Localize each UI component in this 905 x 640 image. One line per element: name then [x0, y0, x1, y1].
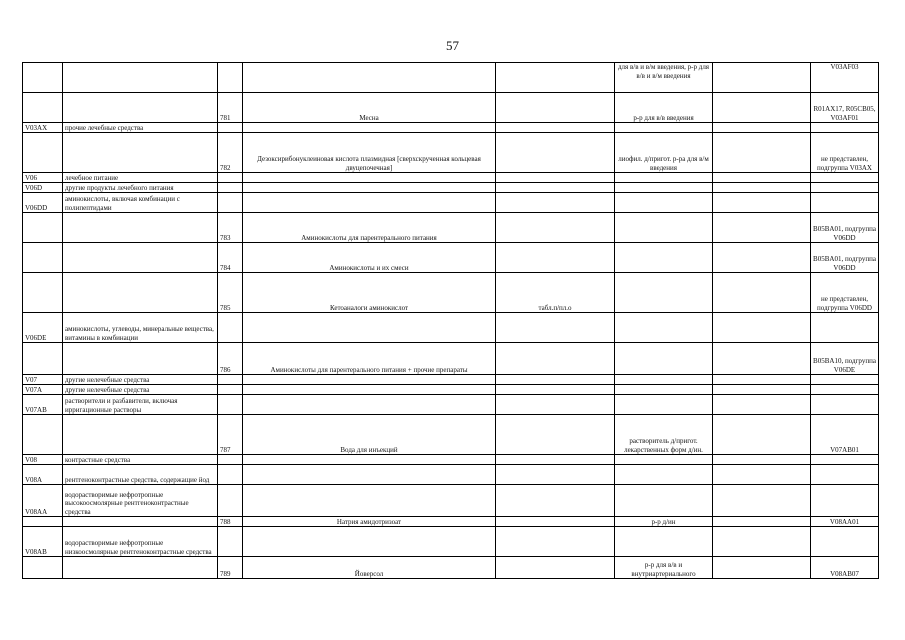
form-a-cell — [496, 93, 615, 123]
group-name-cell: контрастные средства — [63, 455, 218, 465]
form-a-cell — [496, 343, 615, 375]
atc-ref-cell — [811, 183, 879, 193]
table-row — [23, 93, 879, 123]
item-number-cell — [218, 395, 243, 415]
group-name-cell: лечебное питание — [63, 173, 218, 183]
item-number-cell: 783 — [218, 213, 243, 243]
atc-code-cell: V07A — [23, 385, 63, 395]
group-name-cell — [63, 93, 218, 123]
group-name-cell: рентгеноконтрастные средства, содержащие йод — [63, 465, 218, 485]
table-row — [23, 63, 879, 93]
drug-name-cell — [243, 193, 496, 213]
atc-ref-cell: B05BA01, подгруппа V06DD — [811, 243, 879, 273]
form-a-cell — [496, 517, 615, 527]
form-c-cell — [713, 133, 811, 173]
table-row — [23, 395, 879, 415]
atc-ref-cell — [811, 465, 879, 485]
atc-ref-cell — [811, 375, 879, 385]
drug-name-cell — [243, 375, 496, 385]
form-c-cell — [713, 465, 811, 485]
table-row — [23, 123, 879, 133]
form-a-cell — [496, 133, 615, 173]
form-c-cell — [713, 173, 811, 183]
item-number-cell — [218, 123, 243, 133]
form-a-cell — [496, 485, 615, 517]
atc-ref-cell: V03AF03 — [811, 63, 879, 93]
group-name-cell: другие продукты лечебного питания — [63, 183, 218, 193]
form-a-cell — [496, 123, 615, 133]
form-c-cell — [713, 557, 811, 579]
atc-ref-cell — [811, 485, 879, 517]
atc-code-cell: V07 — [23, 375, 63, 385]
form-b-cell — [615, 243, 713, 273]
form-b-cell — [615, 385, 713, 395]
atc-code-cell — [23, 93, 63, 123]
drug-name-cell — [243, 183, 496, 193]
atc-code-cell: V08 — [23, 455, 63, 465]
table-row — [23, 173, 879, 183]
form-a-cell — [496, 557, 615, 579]
atc-ref-cell — [811, 123, 879, 133]
form-a-cell — [496, 465, 615, 485]
item-number-cell — [218, 485, 243, 517]
form-b-cell — [615, 313, 713, 343]
drug-name-cell: Йоверсол — [243, 557, 496, 579]
form-a-cell — [496, 243, 615, 273]
atc-ref-cell — [811, 313, 879, 343]
atc-ref-cell: V08AB07 — [811, 557, 879, 579]
form-c-cell — [713, 527, 811, 557]
item-number-cell: 788 — [218, 517, 243, 527]
atc-ref-cell — [811, 173, 879, 183]
group-name-cell — [63, 273, 218, 313]
form-c-cell — [713, 123, 811, 133]
atc-ref-cell: B05BA10, подгруппа V06DE — [811, 343, 879, 375]
form-a-cell — [496, 455, 615, 465]
drug-name-cell — [243, 465, 496, 485]
item-number-cell: 789 — [218, 557, 243, 579]
atc-ref-cell: не представлен, подгруппа V06DD — [811, 273, 879, 313]
item-number-cell: 781 — [218, 93, 243, 123]
drug-name-cell: Аминокислоты и их смеси — [243, 243, 496, 273]
group-name-cell — [63, 213, 218, 243]
form-a-cell — [496, 213, 615, 243]
form-b-cell: растворитель д/пригот. лекарственных форм д/ин. — [615, 415, 713, 455]
form-c-cell — [713, 93, 811, 123]
drug-name-cell — [243, 173, 496, 183]
atc-code-cell — [23, 243, 63, 273]
atc-code-cell — [23, 63, 63, 93]
item-number-cell — [218, 385, 243, 395]
drug-name-cell: Вода для инъекций — [243, 415, 496, 455]
form-a-cell — [496, 63, 615, 93]
form-a-cell: табл.п/пл.о — [496, 273, 615, 313]
drug-name-cell: Аминокислоты для парентерального питания — [243, 213, 496, 243]
form-c-cell — [713, 485, 811, 517]
form-a-cell — [496, 385, 615, 395]
drug-name-cell — [243, 395, 496, 415]
drug-name-cell — [243, 385, 496, 395]
table-row — [23, 243, 879, 273]
form-c-cell — [713, 313, 811, 343]
atc-ref-cell: V07AB01 — [811, 415, 879, 455]
form-a-cell — [496, 375, 615, 385]
group-name-cell — [63, 415, 218, 455]
drug-name-cell — [243, 527, 496, 557]
atc-ref-cell: не представлен, подгруппа V03AX — [811, 133, 879, 173]
table-row — [23, 557, 879, 579]
form-a-cell — [496, 173, 615, 183]
table-row — [23, 183, 879, 193]
drug-name-cell: Натрия амидотризоат — [243, 517, 496, 527]
table-row — [23, 375, 879, 385]
table-row — [23, 193, 879, 213]
atc-ref-cell: B05BA01, подгруппа V06DD — [811, 213, 879, 243]
form-c-cell — [713, 375, 811, 385]
atc-code-cell: V03AX — [23, 123, 63, 133]
group-name-cell: прочие лечебные средства — [63, 123, 218, 133]
group-name-cell — [63, 63, 218, 93]
form-c-cell — [713, 455, 811, 465]
item-number-cell: 784 — [218, 243, 243, 273]
group-name-cell: другие нелечебные средства — [63, 375, 218, 385]
group-name-cell: аминокислоты, включая комбинации с полипептидами — [63, 193, 218, 213]
form-b-cell — [615, 273, 713, 313]
form-c-cell — [713, 273, 811, 313]
form-b-cell — [615, 375, 713, 385]
table-row — [23, 133, 879, 173]
group-name-cell: водорастворимые нефротропные высокоосмолярные рентгеноконтрастные средства — [63, 485, 218, 517]
atc-ref-cell: V08AA01 — [811, 517, 879, 527]
form-c-cell — [713, 193, 811, 213]
atc-code-cell: V08AA — [23, 485, 63, 517]
atc-ref-cell — [811, 385, 879, 395]
item-number-cell — [218, 455, 243, 465]
form-c-cell — [713, 243, 811, 273]
group-name-cell — [63, 343, 218, 375]
item-number-cell: 785 — [218, 273, 243, 313]
drug-name-cell — [243, 455, 496, 465]
drug-name-cell — [243, 313, 496, 343]
atc-code-cell — [23, 213, 63, 243]
form-b-cell: лиофил. д/пригот. р-ра для в/м введения — [615, 133, 713, 173]
form-b-cell — [615, 465, 713, 485]
table-row — [23, 527, 879, 557]
atc-code-cell — [23, 557, 63, 579]
form-b-cell: для в/в и в/м введения, р-р для в/в и в/м введения — [615, 63, 713, 93]
item-number-cell — [218, 375, 243, 385]
form-c-cell — [713, 343, 811, 375]
atc-code-cell: V06DD — [23, 193, 63, 213]
table-row — [23, 415, 879, 455]
drug-name-cell: Кетоаналоги аминокислот — [243, 273, 496, 313]
drug-name-cell: Аминокислоты для парентерального питания + прочие препараты — [243, 343, 496, 375]
form-b-cell — [615, 183, 713, 193]
form-b-cell: р-р для в/в введения — [615, 93, 713, 123]
form-b-cell — [615, 455, 713, 465]
form-b-cell — [615, 395, 713, 415]
item-number-cell: 782 — [218, 133, 243, 173]
table-row — [23, 455, 879, 465]
atc-code-cell: V06D — [23, 183, 63, 193]
table-row — [23, 517, 879, 527]
form-c-cell — [713, 213, 811, 243]
item-number-cell — [218, 63, 243, 93]
table-row — [23, 485, 879, 517]
atc-ref-cell — [811, 527, 879, 557]
form-c-cell — [713, 415, 811, 455]
form-a-cell — [496, 183, 615, 193]
form-c-cell — [713, 517, 811, 527]
form-b-cell — [615, 173, 713, 183]
item-number-cell: 787 — [218, 415, 243, 455]
table-row — [23, 465, 879, 485]
item-number-cell — [218, 193, 243, 213]
group-name-cell — [63, 243, 218, 273]
atc-ref-cell — [811, 193, 879, 213]
form-b-cell — [615, 527, 713, 557]
item-number-cell — [218, 173, 243, 183]
group-name-cell: другие нелечебные средства — [63, 385, 218, 395]
drug-name-cell — [243, 63, 496, 93]
form-b-cell — [615, 123, 713, 133]
form-c-cell — [713, 395, 811, 415]
form-a-cell — [496, 395, 615, 415]
item-number-cell — [218, 183, 243, 193]
form-a-cell — [496, 193, 615, 213]
atc-code-cell — [23, 517, 63, 527]
atc-code-cell: V08A — [23, 465, 63, 485]
table-row — [23, 213, 879, 243]
item-number-cell — [218, 527, 243, 557]
form-c-cell — [713, 183, 811, 193]
form-b-cell: р-р для в/в и внутриартериального — [615, 557, 713, 579]
table-row — [23, 313, 879, 343]
item-number-cell — [218, 313, 243, 343]
atc-code-cell: V08AB — [23, 527, 63, 557]
table-row — [23, 273, 879, 313]
drug-name-cell — [243, 485, 496, 517]
group-name-cell — [63, 133, 218, 173]
page-number: 57 — [446, 38, 459, 53]
form-a-cell — [496, 415, 615, 455]
atc-code-cell — [23, 273, 63, 313]
form-a-cell — [496, 313, 615, 343]
form-a-cell — [496, 527, 615, 557]
atc-code-cell: V06 — [23, 173, 63, 183]
atc-code-cell: V06DE — [23, 313, 63, 343]
atc-code-cell: V07AB — [23, 395, 63, 415]
group-name-cell: аминокислоты, углеводы, минеральные вещества, витамины в комбинации — [63, 313, 218, 343]
drug-name-cell — [243, 123, 496, 133]
atc-code-cell — [23, 133, 63, 173]
form-b-cell — [615, 343, 713, 375]
group-name-cell: водорастворимые нефротропные низкоосмолярные рентгеноконтрастные средства — [63, 527, 218, 557]
atc-code-cell — [23, 343, 63, 375]
form-b-cell: р-р д/ин — [615, 517, 713, 527]
atc-ref-cell — [811, 395, 879, 415]
atc-code-cell — [23, 415, 63, 455]
form-b-cell — [615, 485, 713, 517]
form-b-cell — [615, 213, 713, 243]
item-number-cell — [218, 465, 243, 485]
form-b-cell — [615, 193, 713, 213]
form-c-cell — [713, 63, 811, 93]
group-name-cell — [63, 557, 218, 579]
group-name-cell — [63, 517, 218, 527]
table-row — [23, 343, 879, 375]
atc-ref-cell — [811, 455, 879, 465]
drug-table — [22, 62, 879, 579]
form-c-cell — [713, 385, 811, 395]
table-row — [23, 385, 879, 395]
group-name-cell: растворители и разбавители, включая ирригационные растворы — [63, 395, 218, 415]
drug-name-cell: Дезоксирибонуклеиновая кислота плазмидная [сверхскрученная кольцевая двуцепочечная] — [243, 133, 496, 173]
atc-ref-cell: R01AX17, R05CB05, V03AF01 — [811, 93, 879, 123]
drug-name-cell: Месна — [243, 93, 496, 123]
item-number-cell: 786 — [218, 343, 243, 375]
